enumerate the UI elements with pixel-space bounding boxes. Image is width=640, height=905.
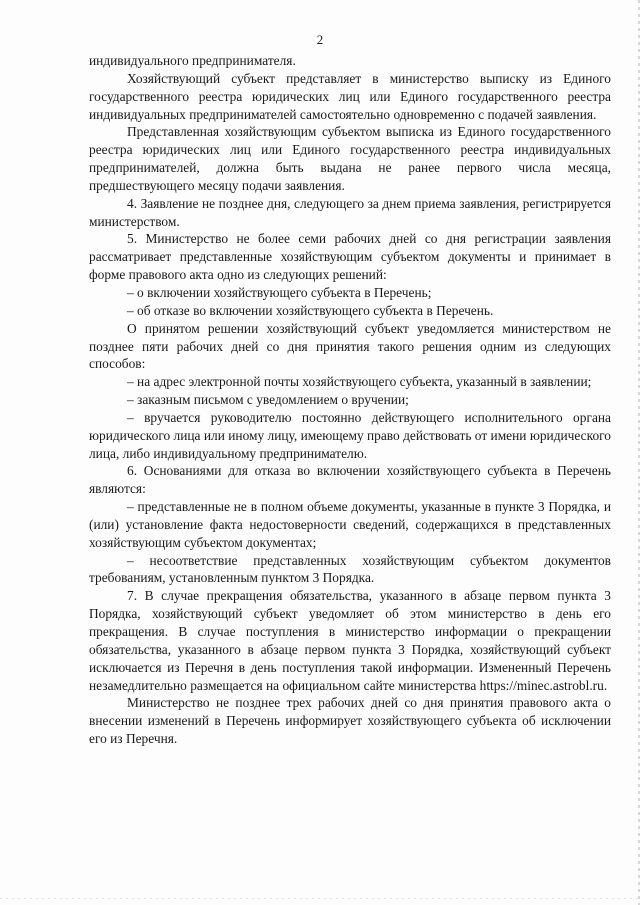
paragraph-final: Министерство не позднее трех рабочих дней со дня принятия правового акта о внесении изменений в Перечень информирует хозяйствующего субъекта об исключении его из Перечня. <box>89 695 611 747</box>
list-item-handed: – вручается руководителю постоянно действующего исполнительного органа юридического лица или иному лицу, имеющему право действовать от имени юридического лица, либо индивидуальному предпринимателю. <box>89 409 611 461</box>
list-item-nonconformity: – несоответствие представленных хозяйствующим субъектом документов требованиям, установленным пунктом 3 Порядка. <box>89 552 611 586</box>
scan-bottom-artifact <box>0 898 640 899</box>
list-item-inclusion: – о включении хозяйствующего субъекта в Перечень; <box>127 284 432 300</box>
paragraph-notification: О принятом решении хозяйствующий субъект уведомляется министерством не позднее пяти рабочих дней со дня принятия такого решения одним из следующих способов: <box>89 320 611 372</box>
list-item-registered-mail: – заказным письмом с уведомлением о вручении; <box>127 392 409 408</box>
list-item-incomplete-documents: – представленные не в полном объеме документы, указанные в пункте 3 Порядка, и (или) установление факта недостоверности сведений, содержащихся в представленных хозяйствующим субъектом документах; <box>89 499 611 550</box>
paragraph-item-4: 4. Заявление не позднее дня, следующего за днем приема заявления, регистрируется министерством. <box>89 195 611 229</box>
paragraph-item-7: 7. В случае прекращения обязательства, указанного в абзаце первом пункта 3 Порядка, хозяйствующий субъект уведомляет об этом министерство в день его прекращения. В случае поступления в министерство информации о прекращении обязательства, указанного в абзаце первом пункта 3 Порядка, хозяйствующий субъект исключается из Перечня в день поступления такой информации. Измененный Перечень незамедлительно размещается на официальном сайте министерства https://minec.astrobl.ru. <box>89 588 611 693</box>
list-item-refusal: – об отказе во включении хозяйствующего субъекта в Перечень. <box>127 302 494 318</box>
paragraph-item-5: 5. Министерство не более семи рабочих дней со дня регистрации заявления рассматривает представленные хозяйствующим субъектом документы и принимает в форме правового акта одно из следующих решений: <box>89 231 611 283</box>
paragraph-continuation: индивидуального предпринимателя. <box>89 53 296 68</box>
list-item-email: – на адрес электронной почты хозяйствующего субъекта, указанный в заявлении; <box>127 374 592 390</box>
paragraph-extract-date: Представленная хозяйствующим субъектом выписка из Единого государственного реестра юридических лиц или Единого государственного реестра индивидуальных предпринимателей, должна быть выдана не ранее первого числа месяца, предшествующего месяцу подачи заявления. <box>89 124 611 193</box>
paragraph-extract-submission: Хозяйствующий субъект представляет в министерство выписку из Единого государственного реестра юридических лиц или Единого государственного реестра индивидуальных предпринимателей самостоятельно одновременно с подачей заявления. <box>89 70 611 122</box>
document-body <box>89 52 611 748</box>
page-number: 2 <box>316 32 324 47</box>
paragraph-item-6: 6. Основаниями для отказа во включении хозяйствующего субъекта в Перечень являются: <box>89 463 611 497</box>
